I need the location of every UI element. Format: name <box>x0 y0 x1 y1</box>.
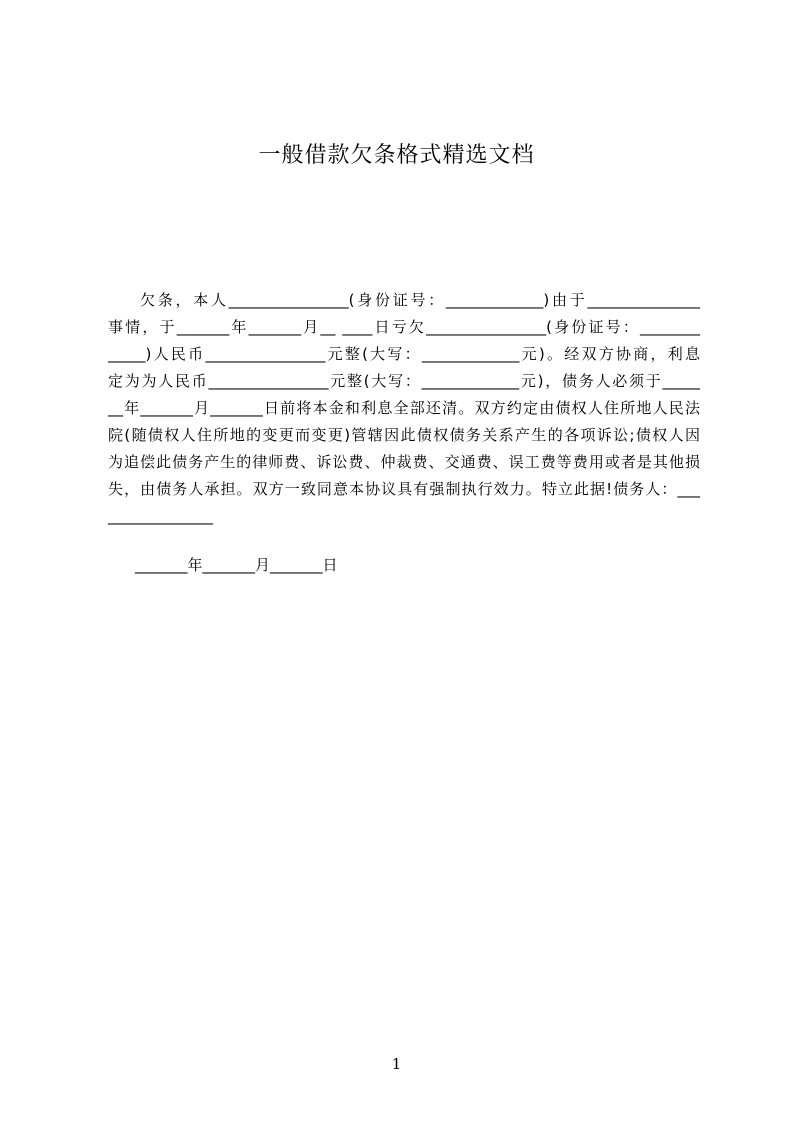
body-line: 失，由债务人承担。双方一致同意本协议具有强制执行效力。特立此据!债务人：___ <box>108 480 700 498</box>
page-number: 1 <box>391 1055 402 1073</box>
body-line: 为追偿此债务产生的律师费、诉讼费、仲裁费、交通费、误工费等费用或者是其他损 <box>108 453 700 471</box>
body-line: 欠条，本人________________(身份证号：_____________)由于_______________ <box>140 291 700 309</box>
body-line: 事情，于_______年_______月__ ____日亏欠________________(身份证号：________ <box>108 318 700 336</box>
body-line: ______________ <box>108 507 213 525</box>
signature-date-line: _______年_______月_______日 <box>135 556 338 574</box>
document-title: 一般借款欠条格式精选文档 <box>258 143 535 168</box>
body-line: _____)人民币________________元整(大写：_____________元)。经双方协商，利息 <box>108 345 700 363</box>
body-line: 定为为人民币________________元整(大写：_____________元)，债务人必须于_____ <box>108 372 700 390</box>
body-line: 院(随债权人住所地的变更而变更)管辖因此债权债务关系产生的各项诉讼;债权人因 <box>108 426 700 444</box>
body-line: __年_______月_______日前将本金和利息全部还清。双方约定由债权人住所地人民法 <box>108 399 700 417</box>
